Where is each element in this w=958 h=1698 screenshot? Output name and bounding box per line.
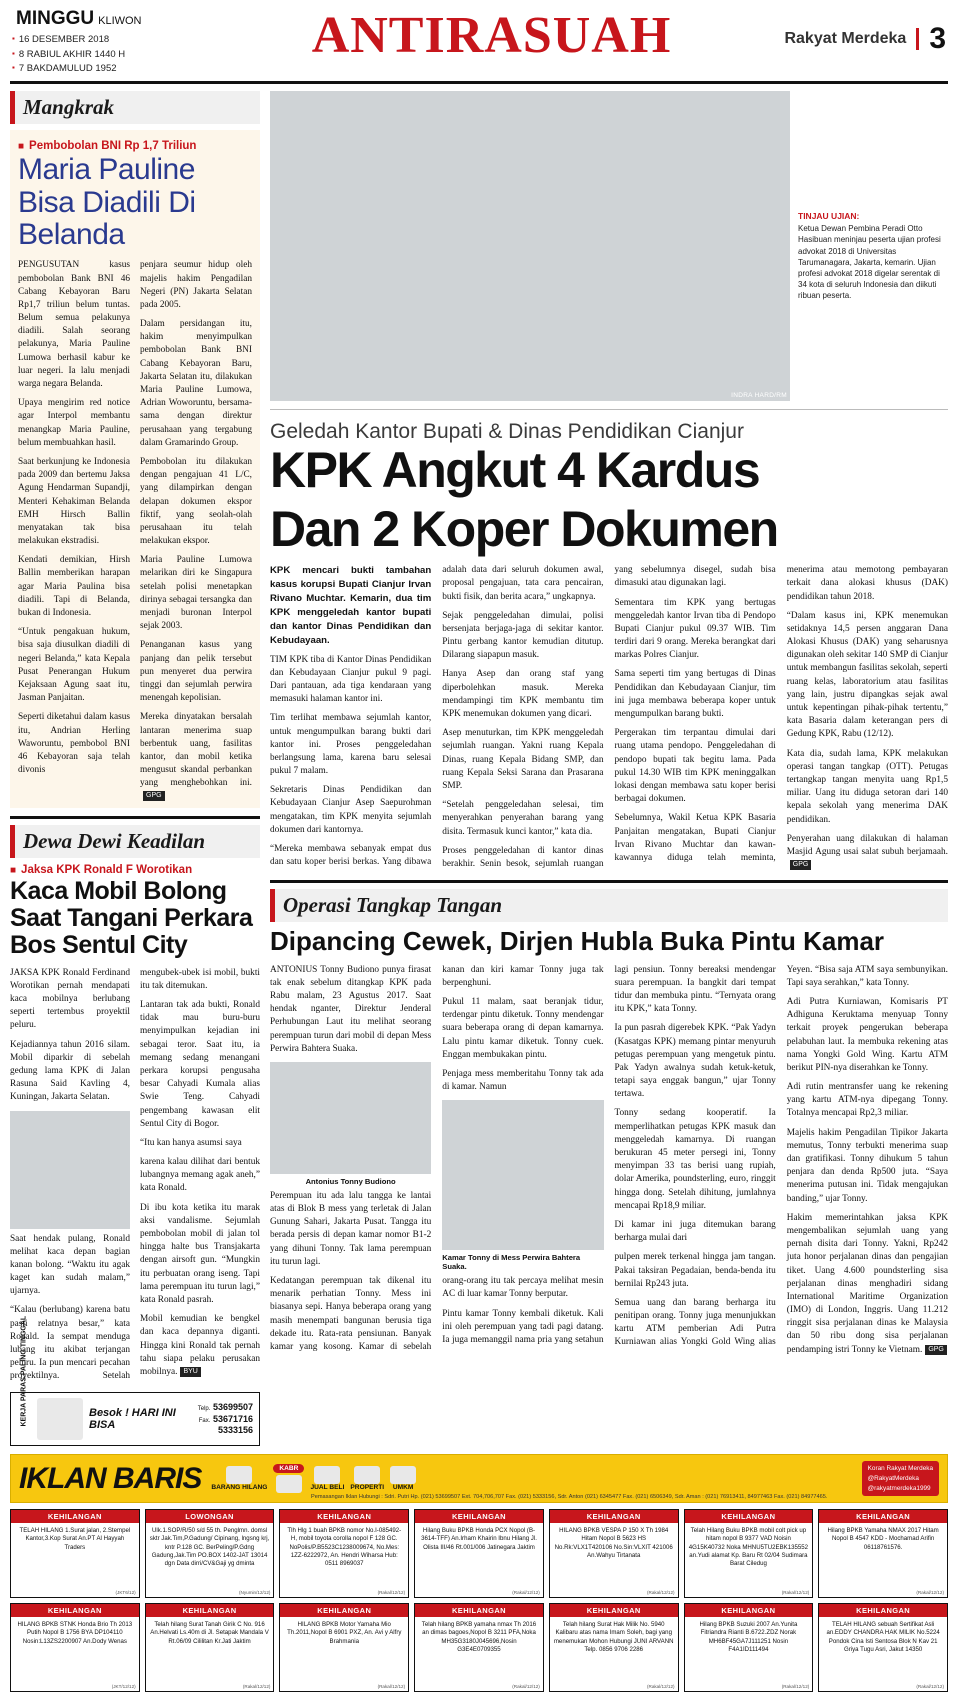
paragraph: penjara seumur hidup oleh majelis hakim Pengadilan Negeri (PN) Jakarta Selatan pada 2005. — [140, 260, 252, 310]
divider — [916, 28, 919, 50]
paragraph: Saat hendak pulang, Ronald melihat kaca depan bagian kanan bolong. “Waktu itu agak kaget kan sudah malam,” ujarnya. — [10, 1233, 130, 1297]
paragraph: Perempuan itu ada lalu tangga ke lantai atas di Blok B mess yang terletak di Jalan Gunung Sahari, Jakarta Pusat. Tangga itu berada persis di depan kamar nomor B1-2 yang dihuni Tonny. Tak lama perempuan itu turun lagi. — [270, 1190, 432, 1267]
iklan-category[interactable]: PROPERTI — [350, 1466, 384, 1491]
divider — [270, 409, 948, 410]
end-mark: GPG — [790, 860, 812, 870]
classified-head: KEHILANGAN — [146, 1604, 274, 1617]
classified-body: TELAH HILANG sebuah Sertifikat Asli an.EDDY CHANDRA HAK MILIK No.5224 Pondok Cina Isti Sentosa Blok N Kav 21 Griya Tugu Asri, Jakut 14350 (Rakal/12/12) — [826, 1621, 944, 1689]
paragraph: Mobil kemudian ke bengkel dan kaca depannya diganti. Hingga kini Ronald tak pernah tahu siapa pelaku perusakan mobilnya. BYU — [140, 1314, 260, 1377]
classified-head: KEHILANGAN — [685, 1510, 813, 1523]
classified-head: KEHILANGAN — [280, 1510, 408, 1523]
paragraph: Hakim memerintahkan jaksa KPK mengembalikan sejumlah uang yang pernah disita dari Tonny. Yakni, Rp242 juta honor perjalanan dinas dan pengajian tiket. Uang 4.600 poundsterling sisa perjalanan dinas menghadiri sidang International Maritime Organization (IMO) di London, Inggris. Uang 11.212 ringgit sisa perjalanan dinas ke Malaysia dan 50 ribu dong sisa perjalanan pendamping istri Tonny ke Vietnam. GPG — [786, 1212, 948, 1355]
classified-ad[interactable] — [414, 1509, 544, 1598]
paragraph: “Untuk pengakuan hukum, bisa saja diusulkan diadili di negeri Belanda,” kata Kepala Pusat Penerangan Hukum Kejaksaan Agung saat itu, Jasman Panjaitan. — [18, 627, 130, 704]
paragraph: Sementara tim KPK yang bertugas menggeledah kantor Irvan tiba di Pendopo Bupati Cianjur pukul 09.37 WIB. Tim terdiri dari 9 orang. Mereka berangkat dari markas Polres Cianjur. — [614, 597, 776, 661]
instagram-link[interactable]: @rakyatmerdeka1999 — [867, 1484, 931, 1492]
article-body — [18, 259, 252, 803]
classified-body: Telah hilang Surat Tanah Girik C No. 916 An.Helvati Ls.40m di Jl. Setapak Mandala V Rt.06/09 Cililitan Kr.Jati Jaktim (Rakal/12/12) — [150, 1621, 271, 1689]
masthead-day: MINGGU KLIWON — [16, 8, 142, 29]
article-headline: Dipancing Cewek, Dirjen Hubla Buka Pintu Kamar — [270, 926, 885, 957]
section-header-dewadewi — [10, 825, 260, 858]
paragraph: Pukul 11 malam, saat beranjak tidur, terdengar pintu diketuk. Tonny mendengar suara beberapa orang di depan kamarnya. Lalu pintu kamar diketuk. Tonny cuek. Enggan membukakan pintu. — [442, 996, 604, 1060]
figure-tonny-portrait — [270, 1062, 431, 1186]
brand-name: Rakyat Merdeka — [784, 30, 907, 47]
iklan-category[interactable]: BARANG HILANG — [211, 1466, 267, 1491]
section-title: Operasi Tangkap Tangan — [283, 893, 503, 918]
paragraph: TIM KPK tiba di Kantor Dinas Pendidikan dan Kebudayaan Cianjur pukul 9 pagi. Dari pantauan, ada tiga kendaraan yang memasuki halaman kantor ini. — [270, 654, 432, 705]
box-icon — [226, 1466, 252, 1484]
classified-ad[interactable] — [145, 1509, 275, 1598]
classified-body: Telah hilang Surat Hak Milik No. 5940 Kalibaru atas nama Imam Soleh, bagi yang menemukan Mohon Hubungi JUNI ARVANN Telp. 0856 9706 2286 (Rakal/12/12) — [553, 1621, 675, 1689]
article-kicker: ■ Jaksa KPK Ronald F Worotikan — [10, 864, 260, 876]
article-body — [10, 967, 260, 1385]
caption-text: Ketua Dewan Pembina Peradi Otto Hasibuan meninjau peserta ujian profesi advokat 2018 di Universitas Tarumanagara, Jakarta, kemarin. Ujian profesi advokat 2018 digelar serentak di 34 kota di seluruh Indonesia dan diikuti ribuan peserta. — [798, 224, 941, 301]
page-title: ANTIRASUAH — [311, 7, 672, 64]
classified-ad[interactable] — [549, 1603, 679, 1692]
classified-head: KEHILANGAN — [11, 1510, 139, 1523]
iklan-contact-line: Pemasangan Iklan Hubungi : Sdri. Putri Hp. (021) 53699507 Ext. 704,706,707 Fax. (021) 5333156, Sdr. Anton (021) 6345477 Fax. (021) 6506349, Sdr. Aman : (021) 76913411, 84977463 Fax. (021) 84977465. — [311, 1494, 828, 1501]
promo-stamp-side-label: KERJA PARAS PALING TINGGAL — [20, 1315, 28, 1427]
paragraph: pulpen merek terkenal hingga jam tangan. Pakai taksiran Pegadaian, benda-benda itu bernilai Rp243 juta. — [614, 1252, 776, 1289]
classified-ad[interactable] — [414, 1603, 544, 1692]
promo-stamp-phones: Telp. 53699507 Fax. 53671716 5333156 — [197, 1402, 253, 1436]
paragraph: JAKSA KPK Ronald Ferdinand Worotikan pernah mendapati kaca mobilnya berlubang seperti tertembus proyektil peluru. — [10, 967, 130, 1031]
paragraph: Majelis hakim Pengadilan Tipikor Jakarta memutus, Tonny terbukti menerima suap dan gratifikasi. Tonny dihukum 5 tahun penjara dan denda Rp500 juta. “Saya menerima putusan ini. Tidak mengajukan banding,” ujar Tonny. — [786, 1127, 948, 1204]
page-body — [10, 91, 948, 1446]
section-header-mangkrak — [10, 91, 260, 124]
classified-head: KEHILANGAN — [280, 1604, 408, 1617]
classified-body: Hilang BPKB Suzuki 2007 An.Yunita Fitriandra Rianti B.6722.ZDZ Norak MH6BF45GA7J111251 Nosin F4A1ID111494 (Rakal/12/12) — [699, 1621, 810, 1689]
paragraph: Kendati demikian, Hirsh Ballin memberikan harapan agar Maria Paulina bisa diadili. Tapi di Belanda, bukan di Indonesia. — [18, 555, 130, 619]
classified-head: LOWONGAN — [146, 1510, 274, 1523]
masthead-title-block — [227, 8, 756, 62]
paragraph: Maria Pauline Lumowa melarikan diri ke Singapura setelah polisi menetapkan dirinya sebagai tersangka dan menjadi buronan Interpol sejak 2003. — [140, 555, 252, 632]
paragraph: Pintu kamar Tonny kembali diketuk. Kali ini oleh perempuan yang tadi pagi datang. Ia juga memanggil nama pria yang setahun lagi pensiun. Tonny bereaksi mendengar suara perempuan. Ia bangkit dari tempat tidur dan membuka pintu. “Ternyata orang itu KPK,” kata Tonny. — [442, 964, 776, 1346]
article-headline: Kaca Mobil Bolong Saat Tangani Perkara Bos Sentul City — [10, 876, 253, 959]
graduation-cap-icon — [37, 1398, 83, 1440]
paragraph: “Mereka membawa sebanyak empat dus dan satu koper berisi berkas. Yang dibawa adalah data dari seluruh dokumen awal, proposal pengajuan, tata cara pencairan, bukti fisik, dan berita acara,” ungkapnya. — [270, 565, 604, 868]
classified-body: Hilang BPKB Yamaha NMAX 2017 Hitam Nopol B 4547 KDD - Mochamad Arifin 06118761576. (Rakal/12/12) — [827, 1527, 944, 1595]
paragraph: “Itu kan hanya asumsi saya — [140, 1137, 242, 1148]
house-icon — [354, 1466, 380, 1484]
classified-head: KEHILANGAN — [819, 1510, 947, 1523]
article-kpk — [270, 420, 948, 872]
paragraph: Di kamar ini juga ditemukan barang berharga mulai dari — [614, 1219, 776, 1244]
iklan-category-list — [211, 1464, 851, 1493]
paragraph: Penjaga mess memberitahu Tonny tak ada di kamar. Namun — [442, 1068, 604, 1093]
photo-credit: INDRA HARD/RM — [731, 392, 787, 400]
paragraph: orang-orang itu tak percaya melihat mesin AC di luar kamar Tonny berputar. — [442, 1276, 604, 1300]
section-title: Mangkrak — [23, 95, 115, 120]
paragraph: Sekretaris Dinas Pendidikan dan Kebudayaan Cianjur Asep Saepurohman mengatakan, tim KPK menyita sejumlah dokumen dari kantornya. — [270, 785, 432, 835]
paragraph: Asep menuturkan, tim KPK menggeledah sejumlah ruangan. Yakni ruang Kepala Dinas, ruang Kepala Bidang SMP, dan ruang Kepala Seksi Sarana dan Prasarana SMP. — [442, 728, 604, 791]
classified-body: Ulk.1.SOP/R/50 s/d 55 th. Penglmn. domsl sktr Jak.Tim,P.Gadung/ Cipinang, lngsng krj, kntr P.128 GC. BerPeling/P.Gdng Gadung,Jak.Tim PO.BOX 1402-JAT 13014 dgn Data dirri/CV&Gaji yg dminta (Nyumin/12/12) — [149, 1527, 271, 1595]
paragraph: Lantaran tak ada bukti, Ronald tidak mau buru-buru menyimpulkan kejadian ini sebagai teror. Saat itu, ia memang sedang menangani perkara korupsi pengusaha besar Cahyadi Kumala alias Swie Teng. Cahyadi pengembang kawasan elit Sentul City di Bogor. — [140, 1000, 260, 1129]
paragraph: “Setelah penggeledahan selesai, tim menyerahkan penyerahan barang yang disita. Termasuk kunci kantor,” kata dia. — [442, 800, 604, 837]
standfirst: KPK mencari bukti tambahan kasus korupsi Bupati Cianjur Irvan Rivano Muchtar. Kemarin, dua tim KPK menggeledah kantor bupati dan kantor Dinas Pendidikan dan Kebudayaan. — [270, 565, 432, 646]
photo-ujian-advokat — [270, 91, 790, 401]
paragraph: “Dalam kasus ini, KPK menemukan setidaknya 14,5 persen anggaran Dana Alokasi Khusus (DAK) yang seharusnya digunakan oleh sekitar 140 SMP di Cianjur untuk membangun fasilitas sekolah, seperti ruang kelas, laboratorium atau fasilitas yang lain, justru dipangkas sejak awal untuk kepentingan pihak-pihak tertentu,” kata Basaria dalam keterangan pers di Gedung KPK, Rabu (12/12). — [786, 610, 948, 740]
classified-body: Tlh Hlg 1 buah BPKB nomor No.I-085492-H, mobil toyota corolla nopol F 128 GC. NoPolis/P.B5523C1238009674, No.Mes: 1ZZ-6222972, An. Hendri Wiharsa Hub: 0511 8969037 (Rakal/12/12) — [287, 1527, 406, 1595]
classified-body: Telah Hilang Buku BPKB mobil colt pick up hitam nopol B 9377 VAD Noisin 4G15K40732 Noka MHNU5TU2EBK135552 an.Yudi alamat Kp. Baru Rt 02/04 Sudimara Barat Ciledug (Rakal/12/12) — [688, 1527, 810, 1595]
classified-ad[interactable] — [818, 1509, 948, 1598]
paragraph: Sama seperti tim yang bertugas di Dinas Pendidikan dan Kebudayaan Cianjur, tim ini juga membawa beberapa koper untuk mengumpulkan barang bukti. — [614, 669, 776, 720]
masthead-dates: ▪ 16 DESEMBER 2018 ▪ 8 RABIUL AKHIR 1440 H ▪ 7 BAKDAMULUD 1952 — [12, 33, 227, 77]
section-title: Dewa Dewi Keadilan — [23, 828, 205, 853]
end-mark: GPG — [925, 1345, 947, 1355]
classified-body: Hilang Buku BPKB Honda PCX Nopol (B-3614-TFF) An.Irham Khairin Ibnu Hilang Jl. Olista III/46 Rt.001/006 Jatinegara Jaktim (Rakal/12/12) — [421, 1527, 540, 1595]
paragraph: Mereka dinyatakan bersalah lantaran menerima suap berbentuk uang, fasilitas kantor, dan mobil ketika mengusut skandal perbankan yang menghebohkan ini.GPG — [140, 712, 252, 800]
classified-body: HILANG BPKB VESPA P 150 X Th 1984 Hitam Nopol B 5623 HS No.Rk:VLX1T420106 No.Sin:VLXIT 421006 An.Wahyu Tirtanata (Rakal/12/12) — [554, 1527, 675, 1595]
article-body — [270, 564, 948, 872]
paragraph: Pergerakan tim terpantau dimulai dari ruang utama pendopo. Penggeledahan di pendopo bupati tak begitu lama. Pada pukul 14.30 WIB tim KPK meninggalkan lokasi dengan membawa satu koper berisi berbagai dokumen. — [614, 728, 776, 805]
top-photo-caption — [798, 91, 948, 401]
photo-caption: Antonius Tonny Budiono — [305, 1176, 396, 1186]
masthead-date-block — [12, 8, 227, 77]
paragraph: Seperti diketahui dalam kasus itu, Andrian Herling Waworuntu, pembobol BNI 46 Kebayoran saja telah divonis — [18, 712, 130, 776]
twitter-link[interactable]: @RakyatMerdeka — [867, 1474, 919, 1482]
paragraph: Tim terlihat membawa sejumlah kantor, untuk mengumpulkan barang bukti dari kantor ini. Proses penggeledahan berlangsung lama, karena baru selesai pukul 7 malam. — [270, 713, 432, 777]
iklan-category[interactable]: JUAL BELI — [310, 1466, 344, 1491]
article-headline-line2: Dan 2 Koper Dokumen — [270, 501, 778, 558]
figure-kamar-tonny — [442, 1100, 603, 1271]
shop-icon — [390, 1466, 416, 1484]
masthead — [10, 0, 948, 84]
paragraph: Adi rutin mentransfer uang ke rekening yang kartu ATM-nya dipegang Tonny. Totalnya mencapai Rp2,3 miliar. — [786, 1082, 948, 1119]
classified-ad[interactable] — [684, 1509, 814, 1598]
article-mangkrak — [10, 130, 260, 807]
cart-icon — [314, 1466, 340, 1484]
classified-body: HILANG BPKB STNK Honda Brio Th 2013 Putih Nopol B 1756 BYA DP104110 Nosin:L13ZS2200907 An.Dody Wenas (JKT/12/12) — [17, 1621, 136, 1689]
paragraph: Upaya mengirim red notice agar Interpol membantu menangkap Maria Pauline, belum membuahkan hasil. — [18, 398, 130, 448]
classified-ad[interactable] — [818, 1603, 948, 1692]
classified-grid — [10, 1509, 948, 1692]
paragraph: Penanganan kasus yang panjang dan pelik tersebut pun menyeret dua perwira tinggi dan sejumlah perwira menengah kepolisian. — [140, 640, 252, 704]
social-links[interactable] — [862, 1461, 939, 1496]
classified-head: KEHILANGAN — [415, 1510, 543, 1523]
end-mark: BYU — [180, 1367, 200, 1377]
section-header-ott — [270, 889, 948, 922]
classified-head: KEHILANGAN — [415, 1604, 543, 1617]
classified-ad[interactable] — [549, 1509, 679, 1598]
paragraph: Dalam persidangan itu, hakim menyimpulkan pembobolan Bank BNI Cabang Kebayoran Baru, Jakarta Selatan itu, dilakukan Maria Pauline Lumowa, Adrian Woworuntu, bersama-sama dengan direktur perusahaan yang tergabung dalam Gramarindo Group. — [140, 319, 252, 448]
paragraph: Sebelumnya, Wakil Ketua KPK Basaria Panjaitan mengatakan, Bupati Cianjur Irvan Rivano Muchtar dan kawan-kawannya diduga telah meminta, menerima atau memotong pembayaran terkait dana alokasi khusus (DAK) pendidikan tahun 2018. — [614, 565, 948, 863]
classified-head: KEHILANGAN — [550, 1604, 678, 1617]
article-headline: Maria Pauline Bisa Diadili Di Belanda — [18, 153, 196, 251]
iklan-baris-title: IKLAN BARIS — [19, 1461, 202, 1495]
paragraph: Saat berkunjung ke Indonesia pada 2009 dan bertemu Jaksa Agung Hendarman Supandji, Menteri Kehakiman Belanda EMH Hirsch Ballin menyatakan tak bisa melakukan ekstradisi. — [18, 456, 130, 547]
classified-body: Telah hilang BPKB yamaha nmax Th 2016 an dimas bagoes,Nopol B 3211 PFA,Noka MH35G3180J045696,Nosin G3E4E0709355 (Rakal/12/12) — [421, 1621, 540, 1689]
paragraph: karena kalau dilihat dari bentuk lubangnya memang agak aneh,” kata Ronald. — [140, 1157, 260, 1194]
paragraph: Semua uang dan barang berharga itu penitipan orang. Tonny juga menunjukkan kartu ATM pemberian Adi Putra Kurniawan alias Yongki Gold Wing alias Yeyen. “Bisa saja ATM saya sembunyikan. Tapi saya serahkan,” kata Tonny. — [614, 964, 948, 1348]
classified-head: KEHILANGAN — [685, 1604, 813, 1617]
paragraph: PENGUSUTAN kasus pembobolan Bank BNI 46 Cabang Kebayoran Baru Rp1,7 triliun belum tuntas. Belum semua pelakunya diadili. Salah seorang pelakunya, Maria Pauline Lumowa berhasil kabur ke luar negeri. Ia lalu menjadi warga negara Belanda. — [18, 260, 130, 390]
paragraph: Tonny sedang kooperatif. Ia memperlihatkan petugas KPK masuk dan menggeledah kamarnya. Di ruangan berukuran 45 meter persegi ini, Tonny menyimpan 33 tas berisi uang rupiah, dolar Amerika, poundsterling, euro, ringgit hingga dong. Setelah dihitung, jumlahnya mencapai Rp18,9 miliar. — [614, 1108, 776, 1211]
article-body — [270, 964, 948, 1357]
paragraph: Hanya Asep dan orang staf yang diperbolehkan masuk. Mereka mendampingi tim KPK membantu tim KPK menemukan dokumen yang dicari. — [442, 669, 604, 720]
divider — [10, 816, 260, 819]
left-column — [10, 91, 260, 1446]
classified-body: HILANG BPKB Motor Yamaha Mio Th.2011,Nopol B 6901 PXZ, An. Avi y Alfry Brahmania (Rakal/12/12) — [287, 1621, 406, 1689]
classified-ad[interactable] — [279, 1603, 409, 1692]
paragraph: Kejadiannya tahun 2016 silam. Mobil diparkir di sebelah gedung lama KPK di Jalan Rasuna Said Kavling 4, Kuningan, Jakarta Selatan. — [10, 1039, 130, 1103]
photo-ronald — [10, 1111, 130, 1229]
figure-ronald — [10, 1111, 130, 1229]
paragraph: Sejak penggeledahan dimulai, polisi bersenjata berjaga-jaga di sekitar kantor. Pintu gerbang kantor kemudian ditutup. Dilarang siapapun masuk. — [442, 610, 604, 661]
paragraph: Penyerahan uang dilakukan di halaman Masjid Agung usai salat subuh berjamaah.GPG — [786, 833, 948, 869]
iklan-category[interactable]: UMKM — [390, 1466, 416, 1491]
paragraph: Kata dia, sudah lama, KPK melakukan operasi tangan tangkap (OTT). Petugas tertangkap tangan menyita uang Rp1,5 miliar. Uang itu diduga setoran dari 140 kepala sekolah yang menerima DAK pendidikan. — [786, 748, 948, 825]
facebook-link[interactable]: Koran Rakyat Merdeka — [867, 1465, 933, 1473]
end-mark: GPG — [143, 791, 165, 801]
photo-kamar-tonny — [442, 1100, 603, 1250]
classified-head: KEHILANGAN — [550, 1510, 678, 1523]
classified-ad[interactable] — [10, 1509, 140, 1598]
paragraph: ANTONIUS Tonny Budiono punya firasat tak enak sebelum ditangkap KPK pada Rabu malam, 23 Agustus 2017. Saat hendak nganter, Direktur Jenderal Perhubungan Laut itu melihat seorang perempuan turun dari mobil di depan Mess Perwira Bahtera Suaka. — [270, 964, 432, 1054]
paragraph: Di ibu kota ketika itu marak aksi vandalisme. Sejumlah pembobolan mobil di jalan tol hingga halte bus Transjakarta dengan airsoft gun. “Mungkin itu perbuatan orang iseng. Tapi lama perempuan itu turun lagi,” kata Ronald pasrah. — [140, 1202, 260, 1305]
paragraph: Ia pun pasrah digerebek KPK. “Pak Yadyn (Kasatgas KPK) memang pintar menyuruh petugas perempuan yang mengetuk pintu. Pak Yadyn awalnya sudah ketuk-ketuk, tetapi saya enggak bangun,” ujar Tonny tertawa. — [614, 1023, 776, 1100]
classified-head: KEHILANGAN — [11, 1604, 139, 1617]
iklan-baris-banner — [10, 1454, 948, 1503]
iklan-category-chip[interactable]: KABR — [273, 1464, 304, 1493]
paragraph: Pembobolan itu dilakukan dengan pengajuan 41 L/C, yang dilampirkan dengan delapan dokumen ekspor fiktif, yang seolah-olah perusahaan itu telah melakukan ekspor. — [140, 456, 252, 547]
classified-ad[interactable] — [145, 1603, 275, 1692]
article-kicker: ■ Pembobolan BNI Rp 1,7 Triliun — [18, 140, 252, 152]
paragraph: Proses penggeledahan di kantor dinas berakhir. Senin besok, sejumlah ruangan yang sebelumnya disegel, sudah bisa dimasuki atau digunakan lagi. — [442, 565, 776, 869]
magnifier-icon — [276, 1475, 302, 1493]
masthead-brand-block — [756, 8, 946, 56]
page-number: 3 — [929, 22, 946, 55]
article-kicker: Geledah Kantor Bupati & Dinas Pendidikan Cianjur — [270, 420, 744, 444]
paragraph: Adi Putra Kurniawan, Komisaris PT Adhiguna Keruktama menyuap Tonny terkait proyek pengerukan beberapa pelabuhan laut. Ia membuka rekening atas nama Yongki Gold Wing. Kartu ATM berikut PIN-nya diserahkan ke Tonny. — [786, 996, 948, 1073]
photo-antonius-tonny-budiono — [270, 1062, 431, 1174]
caption-title: TINJAU UJIAN: — [798, 211, 860, 222]
divider — [270, 880, 948, 883]
classified-ad[interactable] — [279, 1509, 409, 1598]
article-headline-line1: KPK Angkut 4 Kardus — [270, 442, 760, 499]
top-photo-row — [270, 91, 948, 401]
classified-ad[interactable] — [10, 1603, 140, 1692]
paragraph: “Kalau (berlubang) karena batu pasti relatnya besar,” kata Ronald. Ia sempat menduga lubang itu akibat terjangan peluru. Ia pun mencari pecahan proyektilnya. Setelah mengubek-ubek isi mobil, bukti itu tak ditemukan. — [10, 967, 260, 1382]
right-column — [270, 91, 948, 1446]
promo-stamp-text: Besok ! HARI INI BISA — [89, 1407, 176, 1432]
classified-body: TELAH HILANG 1.Surat jalan, 2.Stempel Kantor,3.Kop Surat An.PT Al Hayyah Traders (JKT6/12) — [19, 1527, 136, 1595]
article-dewadewi — [10, 864, 260, 1385]
paragraph: Kedatangan perempuan tak dikenal itu menarik perhatian Tonny. Mess ini biasanya sepi. Hanya beberapa orang yang masih menempati bangunan berusia tiga dekade itu. Rata-rata pensiunan. Banyak kamar yang kosong. Kamar di sebelah kanan dan kiri kamar Tonny juga tak berpenghuni. — [270, 964, 604, 1352]
photo-caption: Kamar Tonny di Mess Perwira Bahtera Suaka. — [442, 1253, 581, 1272]
classified-ad[interactable] — [684, 1603, 814, 1692]
classified-head: KEHILANGAN — [819, 1604, 947, 1617]
article-ott — [270, 928, 948, 1357]
